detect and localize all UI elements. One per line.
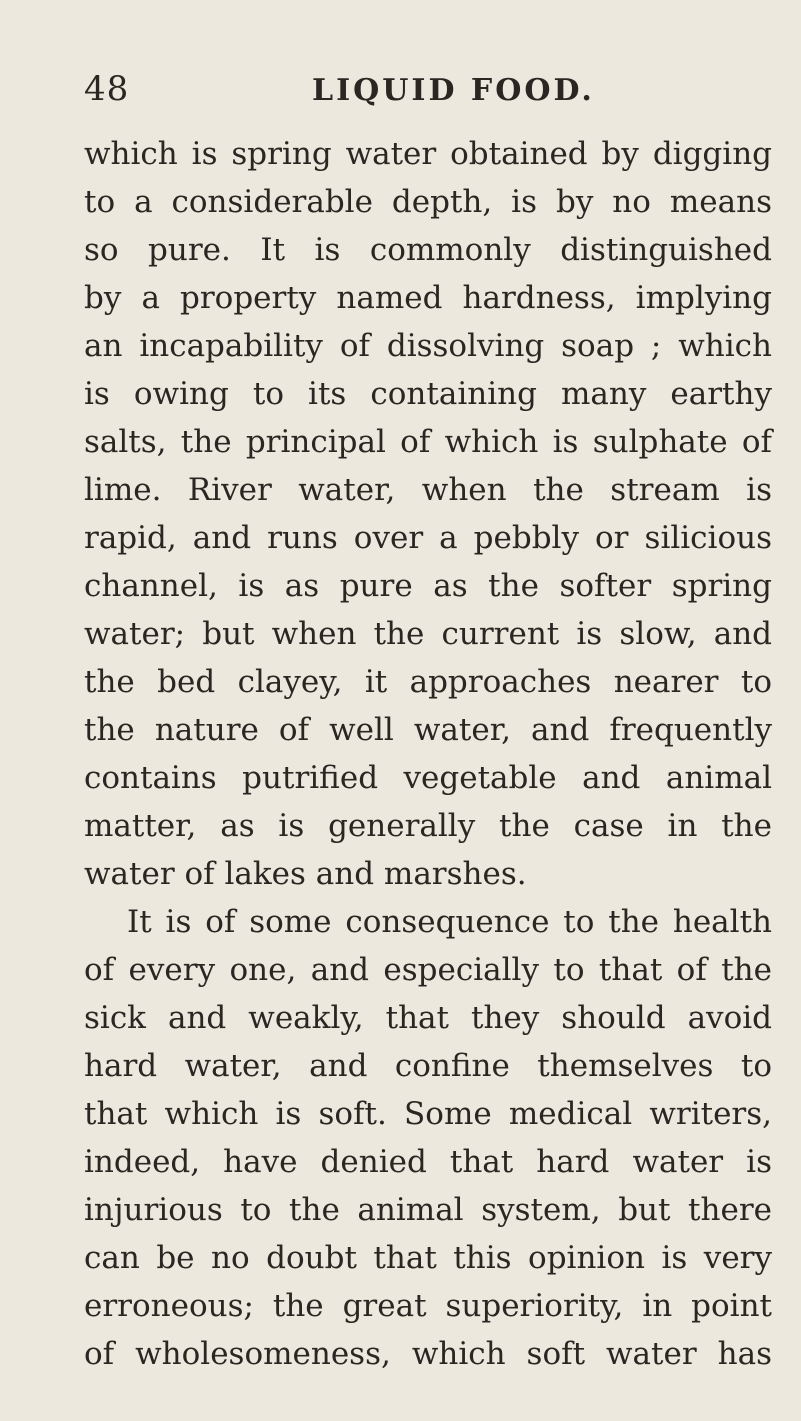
text-line: is owing to its containing many earthy [84, 376, 772, 412]
text-line: contains putrified vegetable and animal [84, 760, 772, 796]
text-line: hard water, and confine themselves to [84, 1048, 772, 1084]
text-line: an incapability of dissolving soap ; which [84, 328, 772, 364]
text-line: channel, is as pure as the softer spring [84, 568, 772, 604]
text-line: of every one, and especially to that of the [84, 952, 772, 988]
text-line: water; but when the current is slow, and [84, 616, 772, 652]
text-line: the bed clayey, it approaches nearer to [84, 664, 772, 700]
text-line: indeed, have denied that hard water is [84, 1144, 772, 1180]
text-line: of wholesomeness, which soft water has [84, 1336, 772, 1372]
text-line: matter, as is generally the case in the [84, 808, 772, 844]
text-line: rapid, and runs over a pebbly or silicious [84, 520, 772, 556]
text-line: erroneous; the great superiority, in point [84, 1288, 772, 1324]
text-line: injurious to the animal system, but there [84, 1192, 772, 1228]
page-number: 48 [84, 69, 130, 109]
text-line: by a property named hardness, implying [84, 280, 772, 316]
text-line: which is spring water obtained by digging [84, 136, 772, 172]
text-line: can be no doubt that this opinion is very [84, 1240, 772, 1276]
running-head: LIQUID FOOD. [312, 73, 595, 108]
text-line: lime. River water, when the stream is [84, 472, 772, 508]
text-line: so pure. It is commonly distinguished [84, 232, 772, 268]
text-line: that which is soft. Some medical writers, [84, 1096, 772, 1132]
text-line: water of lakes and marshes. [84, 856, 527, 892]
text-line: It is of some consequence to the health [127, 904, 772, 940]
text-line: the nature of well water, and frequently [84, 712, 772, 748]
text-line: to a considerable depth, is by no means [84, 184, 772, 220]
text-line: salts, the principal of which is sulphate of [84, 424, 772, 460]
text-line: sick and weakly, that they should avoid [84, 1000, 772, 1036]
